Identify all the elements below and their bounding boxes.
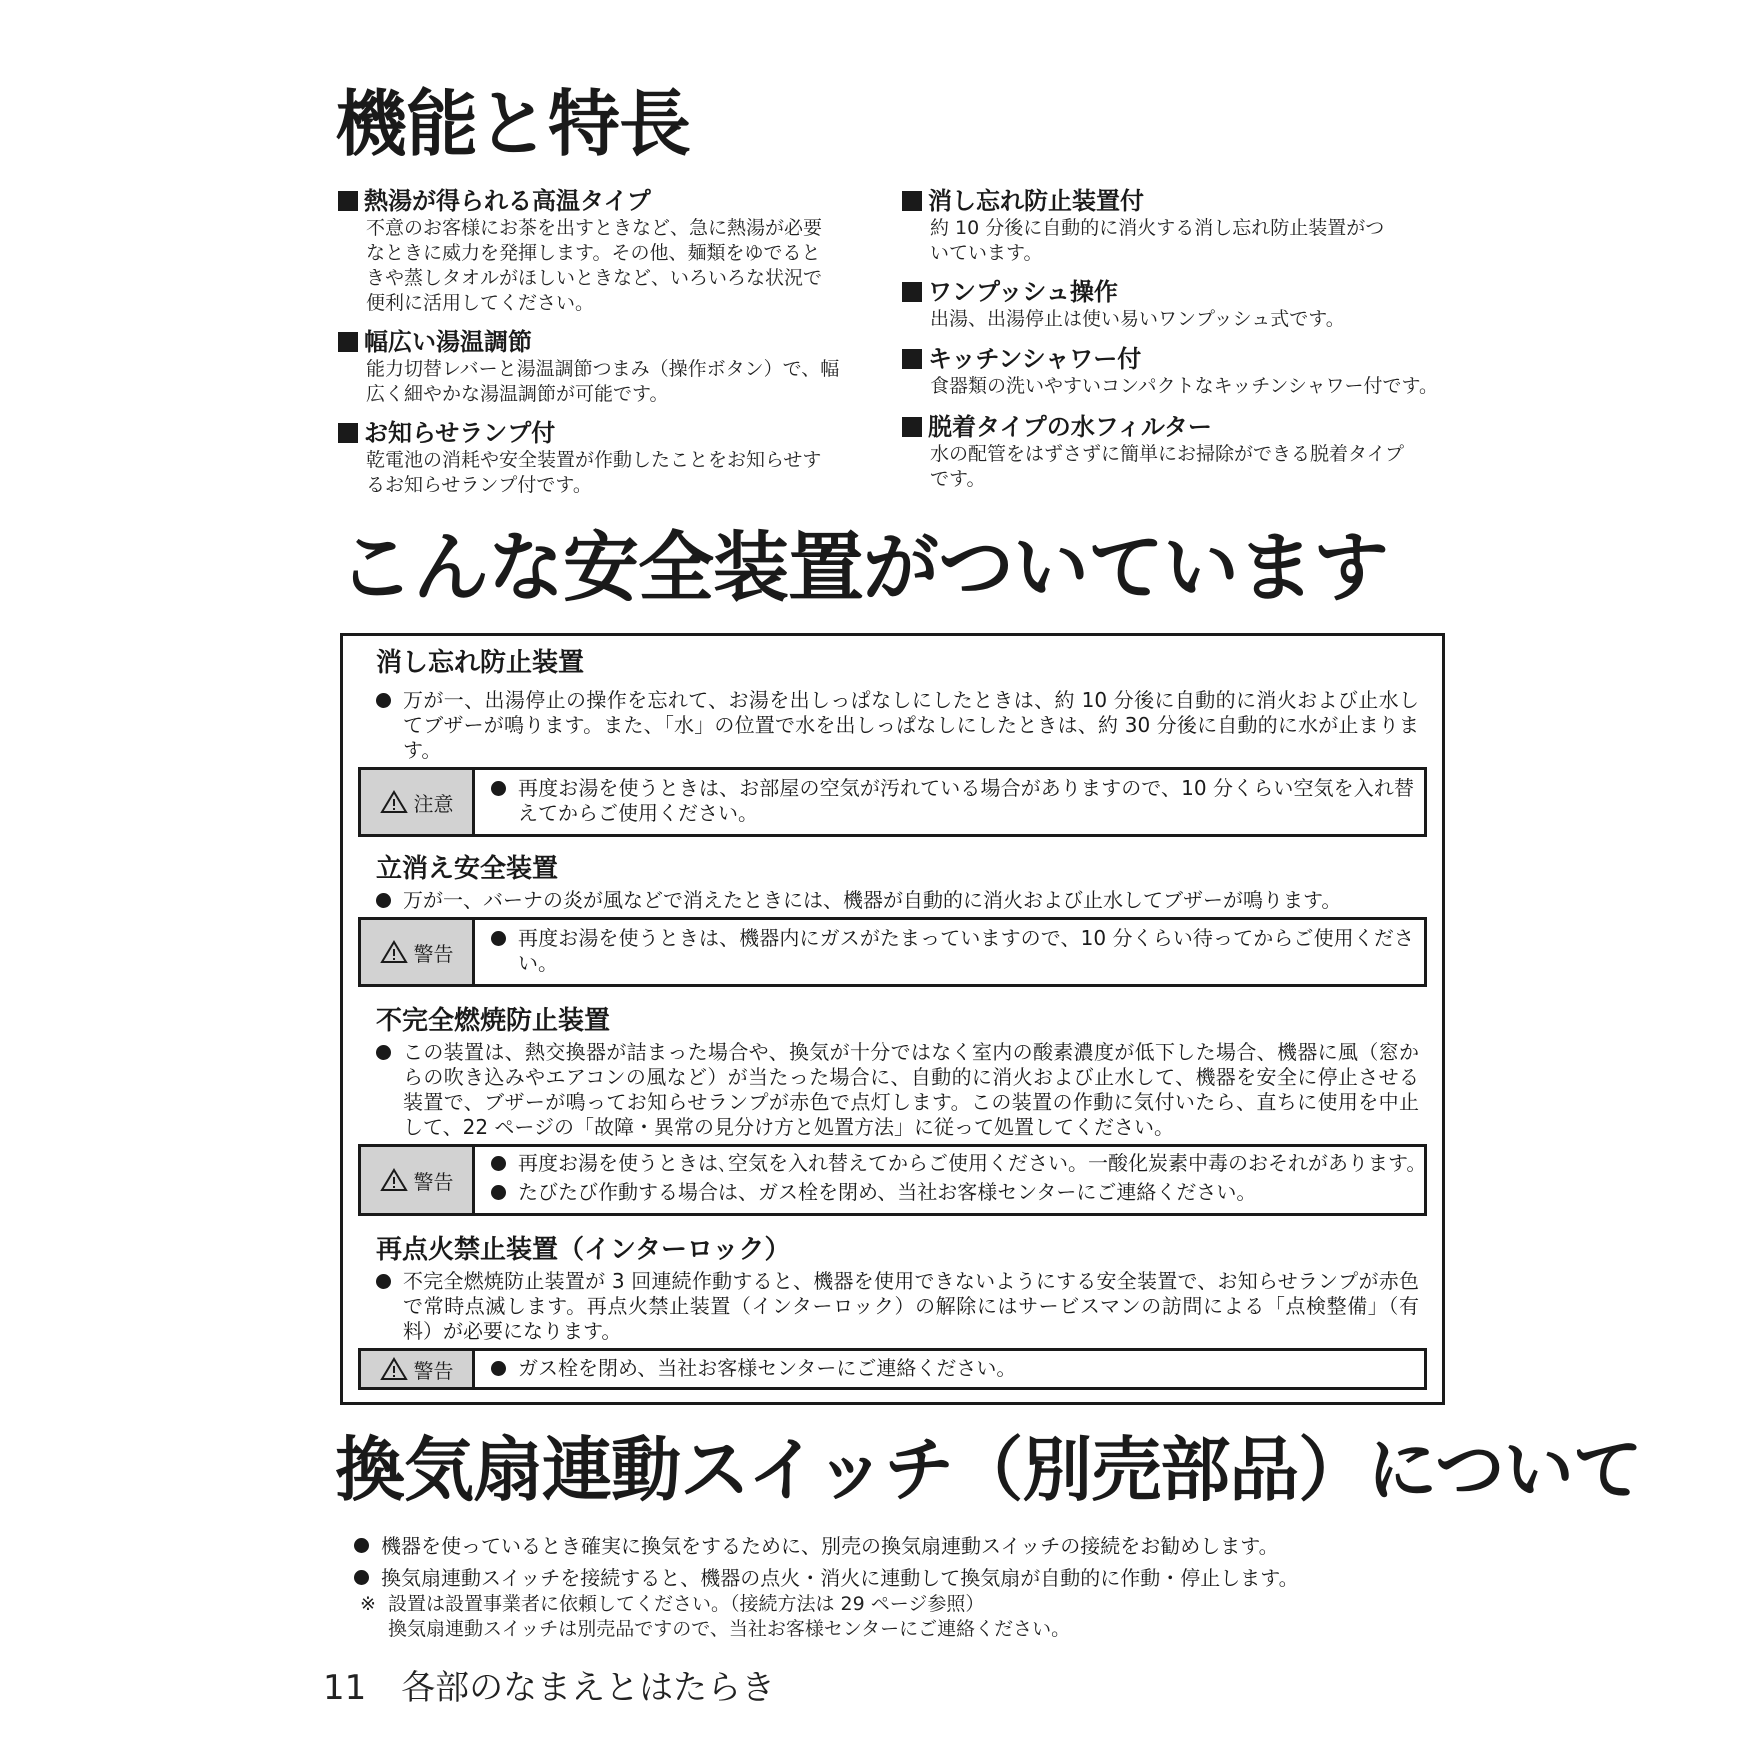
bullet-dot-icon: [354, 1570, 369, 1585]
page-number: 11: [323, 1668, 367, 1708]
bullet-dot-icon: [376, 693, 391, 708]
warning-label-text: 警告: [413, 1169, 454, 1194]
square-bullet-icon: [338, 423, 358, 443]
section-name: 各部のなまえとはたらき: [401, 1668, 776, 1708]
safety-device: [358, 1233, 1427, 1390]
warning-label: [361, 1351, 475, 1387]
ventilation-bullets: [354, 1532, 1454, 1642]
device-title: 再点火禁止装置（インターロック）: [376, 1235, 791, 1265]
feature-line: 広く細やかな湯温調節が可能です。: [366, 383, 669, 405]
bullet-dot-icon: [491, 781, 506, 796]
device-description: 万が一、出湯停止の操作を忘れて、お湯を出しっぱなしにしたときは、約 10 分後に自動的に消火および止水してブザーが鳴ります。また、「水」の位置で水を出しっぱなしにしたときは、約 30 分後に自動的に水が止まります。: [403, 688, 1419, 762]
note-line: 換気扇連動スイッチは別売品ですので、当社お客様センターにご連絡ください。: [388, 1618, 1071, 1640]
square-bullet-icon: [902, 191, 922, 211]
feature-line: 約 10 分後に自動的に消火する消し忘れ防止装置がつ: [930, 217, 1385, 239]
feature-body: [366, 216, 878, 316]
feature-line: きや蒸しタオルがほしいときなど、いろいろな状況で: [366, 267, 823, 289]
feature-body: [930, 216, 1452, 266]
feature-title: 幅広い湯温調節: [364, 328, 532, 356]
warning-box: [358, 1144, 1427, 1216]
feature-line: 出湯、出湯停止は使い易いワンプッシュ式です。: [930, 308, 1345, 330]
note-line: 設置は設置事業者に依頼してください。（接続方法は 29 ページ参照）: [388, 1593, 985, 1615]
feature-item: [902, 186, 1452, 266]
device-title: 立消え安全装置: [376, 854, 559, 884]
bullet-dot-icon: [376, 1274, 391, 1289]
warning-box: [358, 1348, 1427, 1390]
warning-text: ガス栓を閉め、当社お客様センターにご連絡ください。: [518, 1356, 1017, 1380]
feature-item: [902, 277, 1452, 332]
feature-body: [930, 374, 1452, 399]
warning-label: [361, 770, 475, 834]
feature-item: [338, 186, 878, 316]
warning-triangle-icon: [380, 940, 408, 964]
square-bullet-icon: [902, 417, 922, 437]
ventilation-bullet: 機器を使っているとき確実に換気をするために、別売の換気扇連動スイッチの接続をお勧めします。: [381, 1534, 1279, 1558]
square-bullet-icon: [902, 349, 922, 369]
ventilation-bullet: 換気扇連動スイッチを接続すると、機器の点火・消火に連動して換気扇が自動的に作動・停止します。: [381, 1566, 1299, 1590]
warning-label: [361, 920, 475, 984]
bullet-dot-icon: [354, 1538, 369, 1553]
warning-text: たびたび作動する場合は、ガス栓を閉め、当社お客様センターにご連絡ください。: [518, 1180, 1257, 1204]
feature-item: [338, 327, 878, 407]
feature-line: いています。: [930, 242, 1043, 264]
safety-device: [358, 646, 1427, 837]
square-bullet-icon: [338, 332, 358, 352]
feature-line: 能力切替レバーと湯温調節つまみ（操作ボタン）で、幅: [366, 358, 840, 380]
feature-line: です。: [930, 468, 986, 490]
feature-body: [930, 307, 1452, 332]
warning-box: [358, 917, 1427, 987]
feature-item: [902, 344, 1452, 399]
warning-label-text: 注意: [413, 791, 454, 816]
warning-label-text: 警告: [413, 1358, 454, 1383]
bullet-dot-icon: [491, 1185, 506, 1200]
feature-title: キッチンシャワー付: [928, 345, 1142, 373]
safety-devices-box: [340, 633, 1445, 1405]
warning-label: [361, 1147, 475, 1213]
bullet-dot-icon: [376, 893, 391, 908]
bullet-dot-icon: [376, 1045, 391, 1060]
feature-body: [930, 442, 1452, 492]
feature-title: お知らせランプ付: [364, 419, 556, 447]
ventilation-heading: 換気扇連動スイッチ（別売部品）について: [335, 1429, 1642, 1511]
feature-title: 脱着タイプの水フィルター: [928, 413, 1212, 441]
features-heading: 機能と特長: [335, 82, 691, 166]
feature-line: 便利に活用してください。: [366, 292, 595, 314]
feature-title: ワンプッシュ操作: [928, 278, 1118, 306]
feature-item: [902, 412, 1452, 492]
feature-item: [338, 418, 878, 498]
bullet-dot-icon: [491, 1156, 506, 1171]
note-mark: ※: [360, 1593, 376, 1615]
square-bullet-icon: [338, 191, 358, 211]
feature-line: 乾電池の消耗や安全装置が作動したことをお知らせす: [366, 449, 822, 471]
warning-triangle-icon: [380, 1357, 408, 1381]
caution-box: [358, 767, 1427, 837]
feature-line: るお知らせランプ付です。: [366, 474, 592, 496]
safety-device: [358, 1004, 1427, 1216]
bullet-dot-icon: [491, 931, 506, 946]
feature-line: 水の配管をはずさずに簡単にお掃除ができる脱着タイプ: [930, 443, 1405, 465]
square-bullet-icon: [902, 282, 922, 302]
device-title: 不完全燃焼防止装置: [376, 1006, 611, 1036]
feature-title: 消し忘れ防止装置付: [928, 187, 1144, 215]
feature-line: 食器類の洗いやすいコンパクトなキッチンシャワー付です。: [930, 375, 1438, 397]
warning-text: 再度お湯を使うときは、機器内にガスがたまっていますので、10 分くらい待ってからご使用ください。: [518, 926, 1414, 975]
device-title: 消し忘れ防止装置: [376, 648, 585, 678]
device-description: この装置は、熱交換器が詰まった場合や、換気が十分ではなく室内の酸素濃度が低下した場合、機器に風（窓からの吹き込みやエアコンの風など）が当たった場合に、自動的に消火および止水して、機器を安全に停止させる装置で、ブザーが鳴ってお知らせランプが赤色で点灯します。この装置の作動に気付いたら、直ちに使用を中止して、22 ページの「故障・異常の見分け方と処置方法」に従って処置してください。: [403, 1040, 1419, 1139]
page-footer: [323, 1660, 775, 1709]
feature-body: [366, 448, 878, 498]
safety-device: [358, 852, 1427, 987]
bullet-dot-icon: [491, 1361, 506, 1376]
feature-line: なときに威力を発揮します。その他、麺類をゆでると: [366, 242, 821, 264]
warning-text: 再度お湯を使うときは､空気を入れ替えてからご使用ください。一酸化炭素中毒のおそれがあります。: [518, 1151, 1427, 1175]
device-description: 不完全燃焼防止装置が 3 回連続作動すると、機器を使用できないようにする安全装置で、お知らせランプが赤色で常時点滅します。再点火禁止装置（インターロック）の解除にはサービスマンの訪問による「点検整備」（有料）が必要になります。: [403, 1269, 1419, 1343]
feature-body: [366, 357, 878, 407]
safety-heading: こんな安全装置がついています: [338, 523, 1388, 612]
warning-label-text: 警告: [413, 941, 454, 966]
feature-line: 不意のお客様にお茶を出すときなど、急に熱湯が必要: [366, 217, 823, 239]
warning-text: 再度お湯を使うときは、お部屋の空気が汚れている場合がありますので、10 分くらい空気を入れ替えてからご使用ください。: [518, 776, 1414, 825]
warning-triangle-icon: [380, 1168, 408, 1192]
device-description: 万が一、バーナの炎が風などで消えたときには、機器が自動的に消火および止水してブザーが鳴ります。: [403, 888, 1342, 912]
warning-triangle-icon: [380, 790, 408, 814]
feature-title: 熱湯が得られる高温タイプ: [364, 187, 651, 215]
